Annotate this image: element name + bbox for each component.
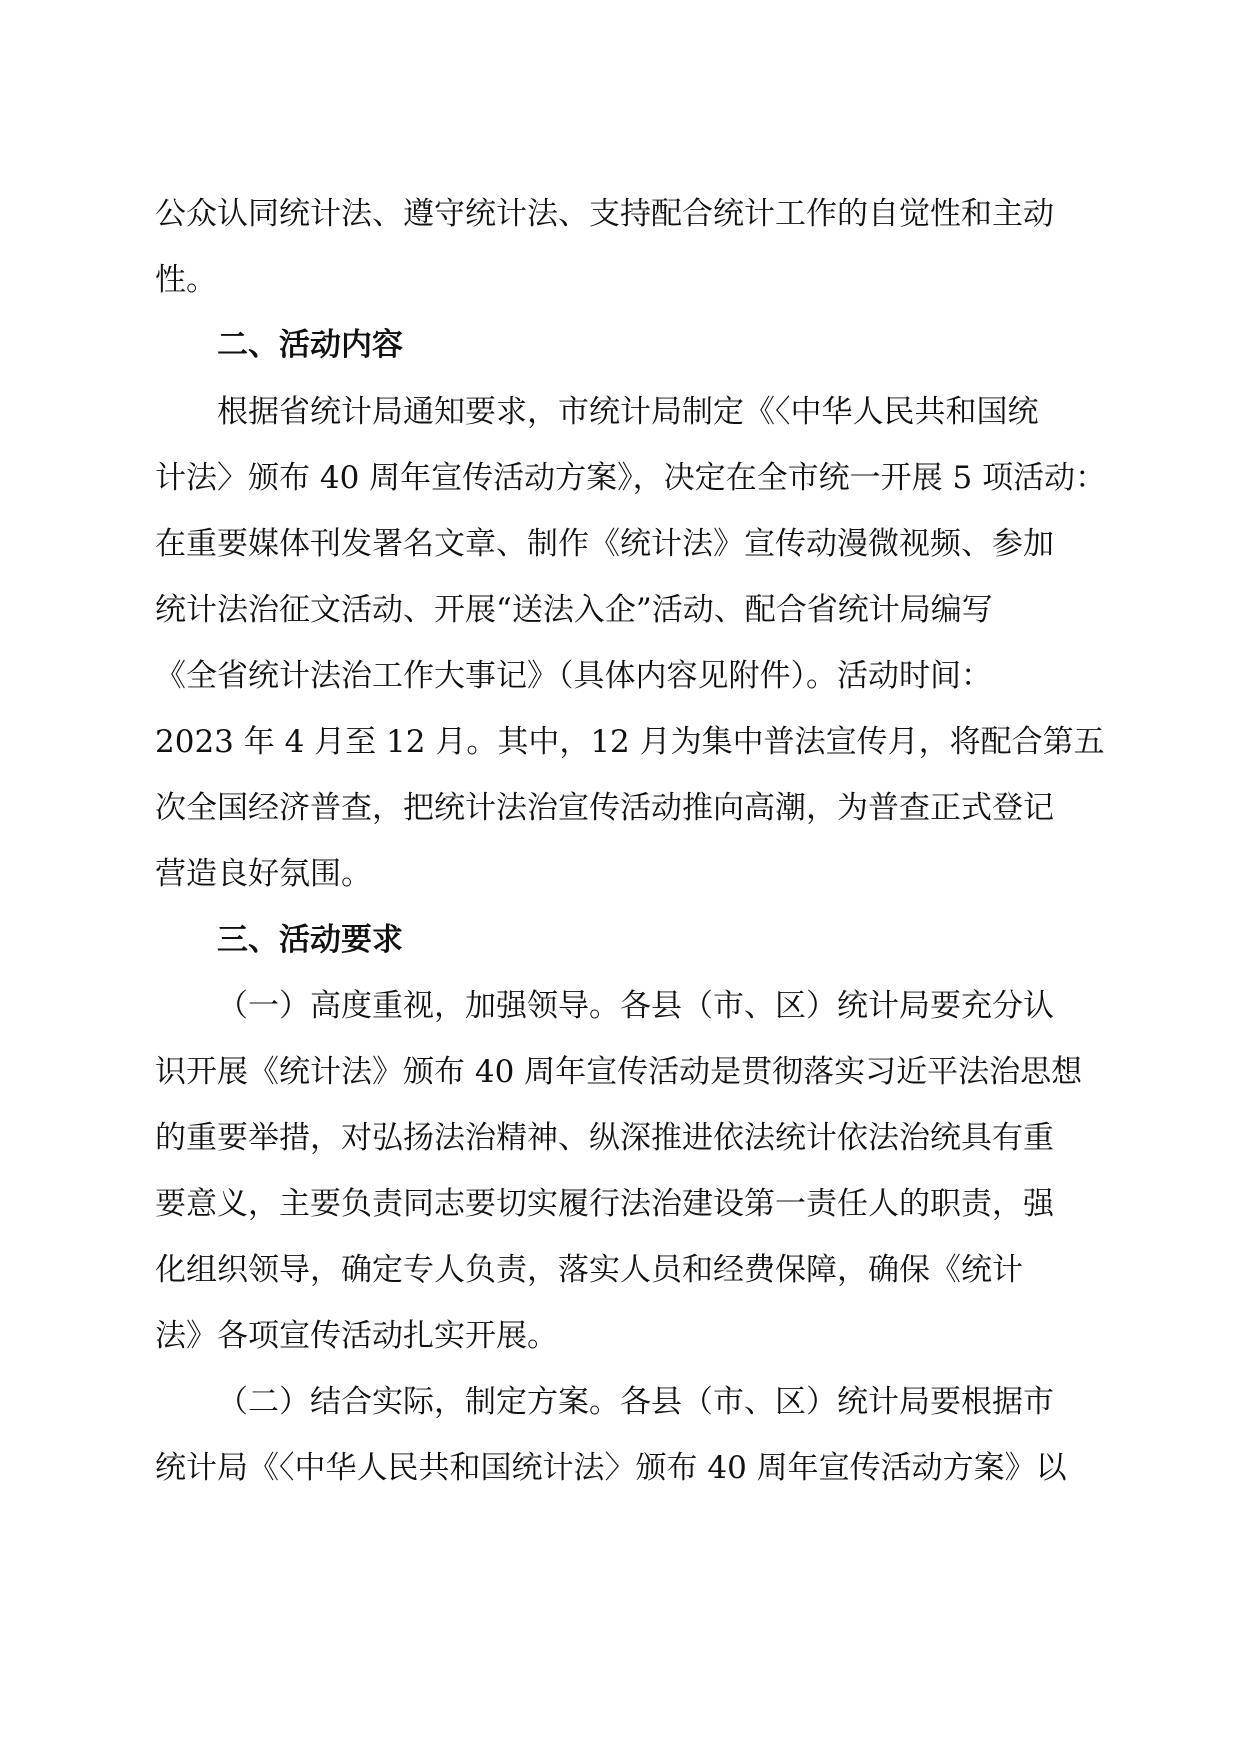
paragraph-line: 的重要举措，对弘扬法治精神、纵深推进依法统计依法治统具有重 (155, 1120, 1054, 1156)
paragraph-line: 在重要媒体刊发署名文章、制作《统计法》宣传动漫微视频、参加 (155, 526, 1054, 562)
paragraph-line: 计法〉颁布 40 周年宣传活动方案》，决定在全市统一开展 5 项活动： (155, 460, 1107, 496)
paragraph-line: 统计局《〈中华人民共和国统计法〉颁布 40 周年宣传活动方案》以 (155, 1450, 1067, 1486)
section-heading: 三、活动要求 (217, 922, 403, 958)
paragraph-line: 法》各项宣传活动扎实开展。 (155, 1318, 558, 1354)
paragraph-line: （二）结合实际，制定方案。各县（市、区）统计局要根据市 (217, 1384, 1054, 1420)
paragraph-line: 统计法治征文活动、开展“送法入企”活动、配合省统计局编写 (155, 592, 993, 628)
paragraph-line: 识开展《统计法》颁布 40 周年宣传活动是贯彻落实习近平法治思想 (155, 1054, 1083, 1090)
paragraph-line: 《全省统计法治工作大事记》（具体内容见附件）。活动时间： (155, 658, 992, 694)
paragraph-line: 营造良好氛围。 (155, 856, 372, 892)
section-heading: 二、活动内容 (217, 327, 403, 363)
paragraph-line: 根据省统计局通知要求，市统计局制定《〈中华人民共和国统 (217, 394, 1039, 430)
paragraph-line: 2023 年 4 月至 12 月。其中，12 月为集中普法宣传月，将配合第五 (155, 724, 1105, 760)
paragraph-line: 公众认同统计法、遵守统计法、支持配合统计工作的自觉性和主动 (155, 196, 1054, 232)
paragraph-line: （一）高度重视，加强领导。各县（市、区）统计局要充分认 (217, 988, 1054, 1024)
paragraph-line: 性。 (155, 262, 217, 298)
paragraph-line: 要意义，主要负责同志要切实履行法治建设第一责任人的职责，强 (155, 1186, 1054, 1222)
paragraph-line: 化组织领导，确定专人负责，落实人员和经费保障，确保《统计 (155, 1252, 1023, 1288)
paragraph-line: 次全国经济普查，把统计法治宣传活动推向高潮，为普查正式登记 (155, 790, 1054, 826)
